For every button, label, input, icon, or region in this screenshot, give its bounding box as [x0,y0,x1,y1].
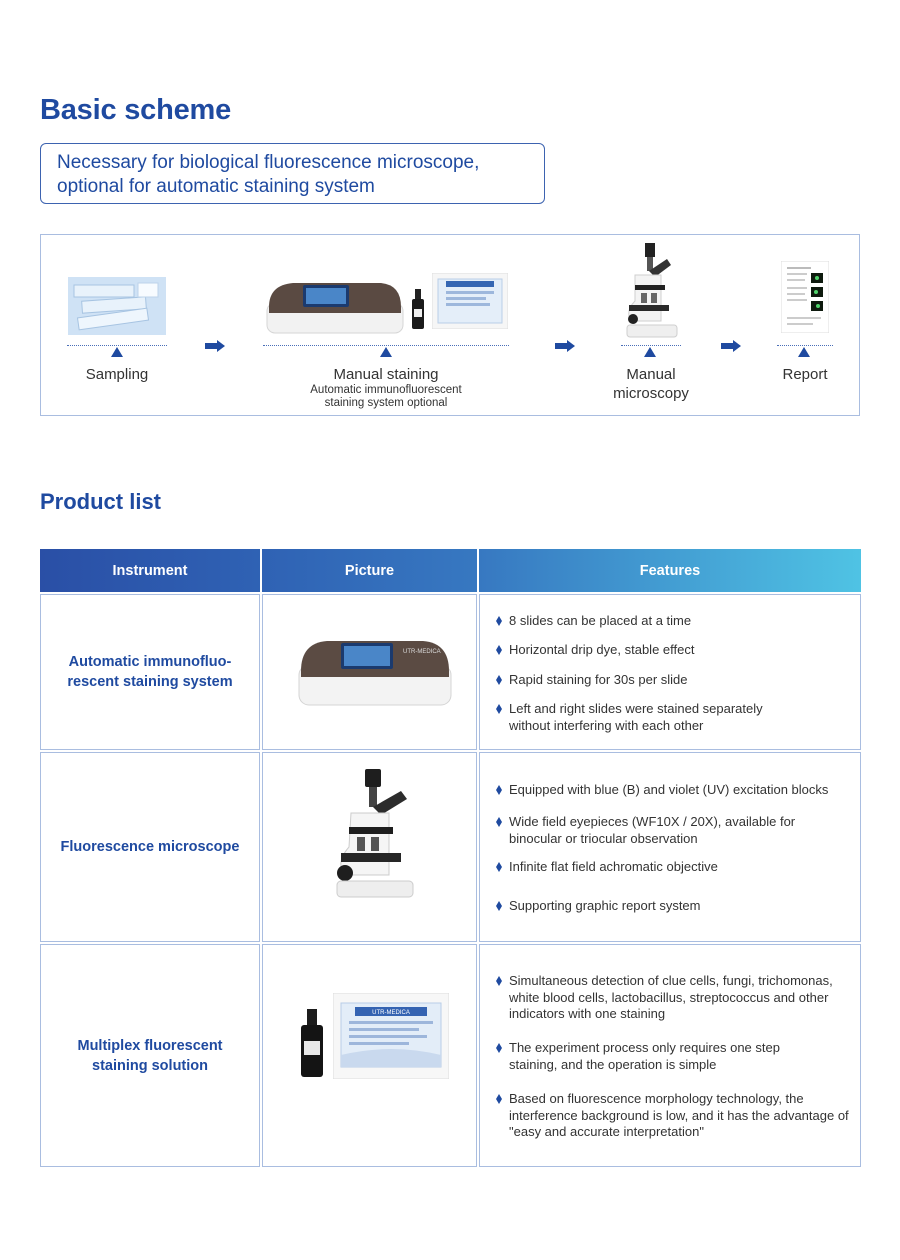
report-document-image [781,261,829,333]
sampling-slides-image [68,277,166,335]
row-3-instrument-line-1: Multiplex fluorescent [77,1037,223,1054]
row-1-instrument-line-1: Automatic immunofluo- [68,654,232,670]
header-instrument: Instrument [40,549,260,592]
step-microscopy-label-1: Manual [626,366,676,383]
staining-solution-box-image [333,993,449,1079]
feature-item: Rapid staining for 30s per slide [496,672,852,689]
step-staining-sub-1: Automatic immunofluorescent [310,384,462,396]
staining-marker-icon [380,347,392,357]
feature-item: 8 slides can be placed at a time [496,613,852,630]
step-manual-microscopy [601,365,701,403]
reagent-bottle-image [411,289,425,329]
step-report-label: Report [782,366,828,383]
feature-item: Based on fluorescence morphology technology, the interference background is low, and it has the advantage of "easy and accurate interpretation" [496,1091,852,1141]
arrow-right-icon [205,340,225,352]
scheme-subtitle-line-2: optional for automatic staining system [57,176,375,197]
row-3-features [479,944,861,1167]
header-picture: Picture [262,549,477,592]
staining-solution-box-brand: UTR-MEDICA [372,1010,410,1016]
scheme-subtitle-line-1: Necessary for biological fluorescence microscope, [57,152,480,173]
staining-system-brand: UTR-MEDICA [403,649,441,655]
header-features: Features [479,549,861,592]
row-1-picture [262,594,477,750]
row-2-instrument [40,752,260,942]
step-report [755,365,855,384]
arrow-right-icon [555,340,575,352]
sampling-marker-icon [111,347,123,357]
basic-scheme-title: Basic scheme [40,94,232,126]
row-3-picture [262,944,477,1167]
step-sampling [67,365,167,384]
feature-item: Left and right slides were stained separately without interfering with each other [496,701,800,734]
feature-item: Simultaneous detection of clue cells, fungi, trichomonas, white blood cells, lactobacillus, streptococcus and other indicators with one staining [496,973,852,1023]
row-1-features [479,594,861,750]
feature-item: The experiment process only requires one step staining, and the operation is simple [496,1040,800,1073]
feature-item: Wide field eyepieces (WF10X / 20X), available for binocular or triocular observation [496,814,800,847]
row-1-instrument [40,594,260,750]
row-3-instrument-line-2: staining solution [92,1057,208,1074]
step-microscopy-label-2: microscopy [613,385,689,402]
feature-item: Equipped with blue (B) and violet (UV) excitation blocks [496,782,852,799]
fluorescence-microscope-image [331,767,421,901]
scheme-subtitle-box [40,143,545,204]
staining-solution-bottle-image [299,1009,325,1077]
staining-dotted-line [263,345,509,346]
row-2-features [479,752,861,942]
microscopy-dotted-line [621,345,681,346]
workflow-panel [40,234,860,416]
staining-device-image [265,273,405,337]
sampling-dotted-line [67,345,167,346]
row-3-instrument [40,944,260,1167]
staining-system-image [297,629,453,709]
feature-item: Supporting graphic report system [496,898,852,915]
feature-item: Horizontal drip dye, stable effect [496,642,852,659]
step-manual-staining [263,365,509,410]
step-staining-sub-2: staining system optional [324,397,448,409]
step-staining-label: Manual staining [333,366,439,383]
report-marker-icon [798,347,810,357]
microscope-small-image [621,241,681,341]
arrow-right-icon [721,340,741,352]
feature-item: Infinite flat field achromatic objective [496,859,852,876]
step-sampling-label: Sampling [85,366,149,383]
row-1-instrument-line-2: rescent staining system [67,674,233,690]
row-2-instrument-line-1: Fluorescence microscope [60,839,240,855]
report-dotted-line [777,345,833,346]
product-list-title: Product list [40,489,162,514]
microscopy-marker-icon [644,347,656,357]
row-2-picture [262,752,477,942]
reagent-box-image [432,273,508,329]
